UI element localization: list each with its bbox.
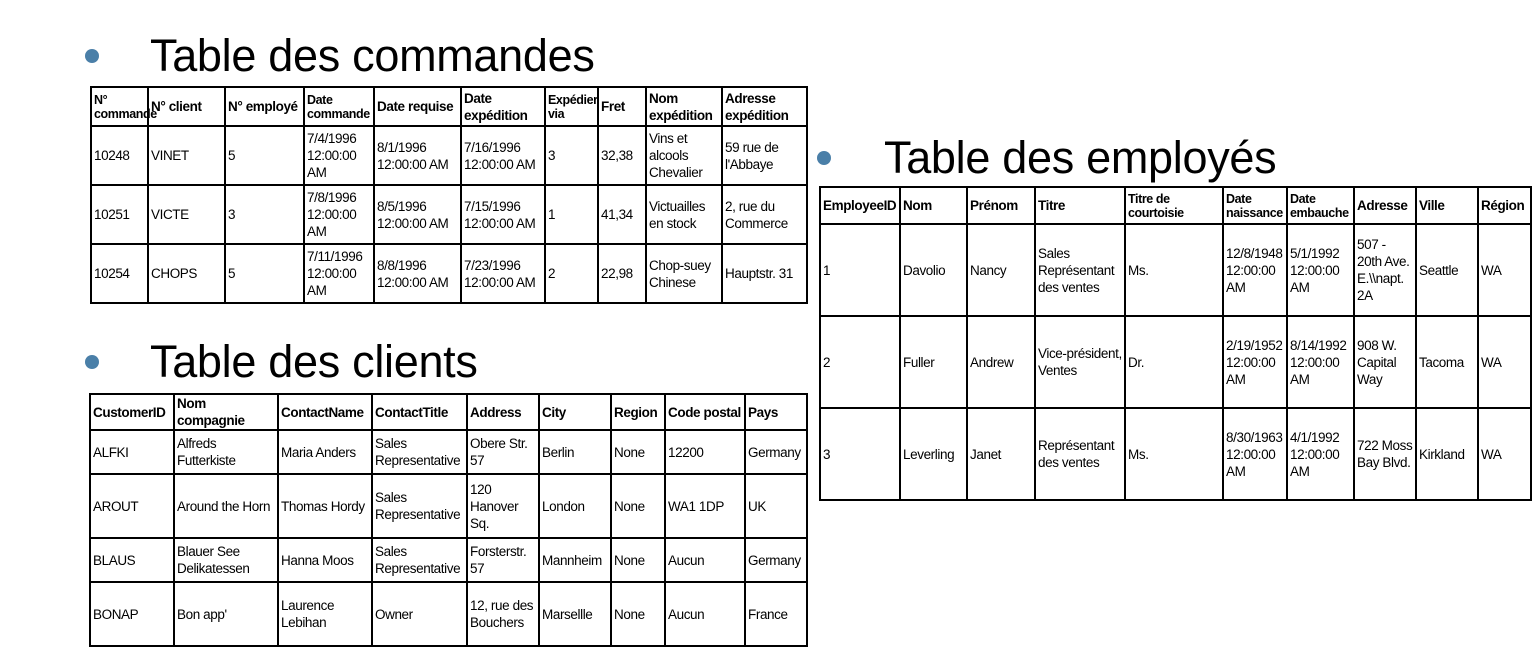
table-cell: 722 Moss Bay Blvd. [1354,408,1416,500]
employees-header-cell: Adresse [1354,187,1416,224]
table-cell: Sales Représentant des ventes [1035,224,1125,316]
table-cell: Victuailles en stock [646,185,722,244]
table-cell: None [611,582,665,646]
table-cell: 12, rue des Bouchers [467,582,539,646]
table-cell: 507 - 20th Ave. E.\\napt. 2A [1354,224,1416,316]
table-row [91,244,807,303]
table-cell: 10254 [91,244,148,303]
table-cell: 2 [820,316,900,408]
table-cell: Aucun [665,582,745,646]
table-cell: 7/23/1996 12:00:00 AM [461,244,545,303]
table-cell: 7/8/1996 12:00:00 AM [304,185,374,244]
table-cell: ALFKI [90,430,174,474]
employees-header-cell: Titre de courtoisie [1125,187,1223,224]
clients-header-cell: Code postal [665,394,745,430]
table-cell: 32,38 [598,126,646,185]
clients-header-row [90,394,807,430]
table-cell: 2, rue du Commerce [722,185,807,244]
table-cell: Tacoma [1416,316,1478,408]
table-row [90,582,807,646]
table-cell: Maria Anders [278,430,372,474]
orders-table [90,86,808,304]
table-cell: Représentant des ventes [1035,408,1125,500]
table-cell: Alfreds Futterkiste [174,430,278,474]
table-cell: 22,98 [598,244,646,303]
table-row [820,408,1531,500]
table-cell: 3 [225,185,304,244]
bullet-icon [817,151,831,165]
table-cell: UK [745,474,807,538]
table-cell: Dr. [1125,316,1223,408]
table-cell: Davolio [900,224,967,316]
employees-table [819,186,1532,501]
table-cell: Sales Representative [372,430,467,474]
table-cell: Leverling [900,408,967,500]
table-cell: Hauptstr. 31 [722,244,807,303]
table-cell: 5 [225,244,304,303]
employees-header-cell: EmployeeID [820,187,900,224]
table-cell: Thomas Hordy [278,474,372,538]
table-cell: Andrew [967,316,1035,408]
table-cell: Sales Representative [372,538,467,582]
table-row [820,224,1531,316]
orders-header-row [91,87,807,126]
table-cell: 1 [820,224,900,316]
table-cell: Owner [372,582,467,646]
table-cell: BONAP [90,582,174,646]
bullet-icon [85,355,99,369]
table-cell: 41,34 [598,185,646,244]
table-cell: VINET [148,126,225,185]
table-cell: Berlin [539,430,611,474]
employees-header-cell: Nom [900,187,967,224]
orders-header-cell: N° client [148,87,225,126]
orders-header-cell: Date commande [304,87,374,126]
table-cell: Ms. [1125,224,1223,316]
employees-header-row [820,187,1531,224]
table-cell: WA [1478,408,1531,500]
clients-table [89,393,808,647]
table-cell: Germany [745,430,807,474]
table-row [820,316,1531,408]
table-cell: 908 W. Capital Way [1354,316,1416,408]
orders-header-cell: Adresse expédition [722,87,807,126]
table-cell: Blauer See Delikatessen [174,538,278,582]
table-cell: 10251 [91,185,148,244]
bullet-icon [85,49,99,63]
clients-heading [85,338,478,386]
table-cell: 8/5/1996 12:00:00 AM [374,185,461,244]
employees-header-cell: Date naissance [1223,187,1287,224]
table-cell: Janet [967,408,1035,500]
table-cell: WA [1478,316,1531,408]
table-cell: 59 rue de l'Abbaye [722,126,807,185]
orders-header-cell: Date expédition [461,87,545,126]
table-cell: 5/1/1992 12:00:00 AM [1287,224,1354,316]
table-cell: Ms. [1125,408,1223,500]
table-cell: 3 [820,408,900,500]
table-cell: None [611,474,665,538]
employees-header-cell: Prénom [967,187,1035,224]
table-cell: 5 [225,126,304,185]
table-cell: 120 Hanover Sq. [467,474,539,538]
table-row [90,474,807,538]
orders-header-cell: N° commande [91,87,148,126]
table-cell: 7/15/1996 12:00:00 AM [461,185,545,244]
table-cell: Vins et alcools Chevalier [646,126,722,185]
table-cell: Laurence Lebihan [278,582,372,646]
table-row [90,430,807,474]
table-cell: 7/4/1996 12:00:00 AM [304,126,374,185]
table-cell: VICTE [148,185,225,244]
table-cell: None [611,538,665,582]
orders-heading [85,32,595,80]
table-cell: Germany [745,538,807,582]
table-cell: CHOPS [148,244,225,303]
table-cell: 8/1/1996 12:00:00 AM [374,126,461,185]
table-cell: Seattle [1416,224,1478,316]
table-cell: 7/11/1996 12:00:00 AM [304,244,374,303]
orders-header-cell: N° employé [225,87,304,126]
table-cell: Aucun [665,538,745,582]
table-cell: Hanna Moos [278,538,372,582]
employees-header-cell: Titre [1035,187,1125,224]
table-cell: Kirkland [1416,408,1478,500]
clients-header-cell: Region [611,394,665,430]
table-row [91,185,807,244]
table-cell: 3 [545,126,598,185]
clients-header-cell: Nom compagnie [174,394,278,430]
orders-header-cell: Fret [598,87,646,126]
table-cell: 12/8/1948 12:00:00 AM [1223,224,1287,316]
table-cell: Around the Horn [174,474,278,538]
table-cell: 2 [545,244,598,303]
table-cell: Nancy [967,224,1035,316]
clients-header-cell: Pays [745,394,807,430]
table-cell: Sales Representative [372,474,467,538]
employees-header-cell: Région [1478,187,1531,224]
table-cell: Chop-suey Chinese [646,244,722,303]
table-cell: Marsellle [539,582,611,646]
table-cell: None [611,430,665,474]
orders-title: Table des commandes [150,30,595,81]
table-cell: WA1 1DP [665,474,745,538]
table-cell: 2/19/1952 12:00:00 AM [1223,316,1287,408]
table-cell: Obere Str. 57 [467,430,539,474]
table-cell: Fuller [900,316,967,408]
table-cell: Bon app' [174,582,278,646]
clients-header-cell: ContactTitle [372,394,467,430]
table-row [90,538,807,582]
clients-header-cell: Address [467,394,539,430]
table-cell: 8/14/1992 12:00:00 AM [1287,316,1354,408]
table-cell: 8/8/1996 12:00:00 AM [374,244,461,303]
orders-header-cell: Expédier via [545,87,598,126]
table-cell: 10248 [91,126,148,185]
table-cell: 12200 [665,430,745,474]
table-cell: 7/16/1996 12:00:00 AM [461,126,545,185]
table-cell: France [745,582,807,646]
table-row [91,126,807,185]
table-cell: Vice-président, Ventes [1035,316,1125,408]
employees-header-cell: Ville [1416,187,1478,224]
employees-header-cell: Date embauche [1287,187,1354,224]
clients-header-cell: CustomerID [90,394,174,430]
table-cell: Forsterstr. 57 [467,538,539,582]
table-cell: Mannheim [539,538,611,582]
orders-header-cell: Date requise [374,87,461,126]
table-cell: BLAUS [90,538,174,582]
clients-header-cell: ContactName [278,394,372,430]
clients-header-cell: City [539,394,611,430]
table-cell: WA [1478,224,1531,316]
employees-title: Table des employés [884,132,1277,183]
table-cell: London [539,474,611,538]
table-cell: 4/1/1992 12:00:00 AM [1287,408,1354,500]
employees-heading [817,134,1276,182]
table-cell: 1 [545,185,598,244]
table-cell: 8/30/1963 12:00:00 AM [1223,408,1287,500]
table-cell: AROUT [90,474,174,538]
orders-header-cell: Nom expédition [646,87,722,126]
clients-title: Table des clients [150,336,478,387]
